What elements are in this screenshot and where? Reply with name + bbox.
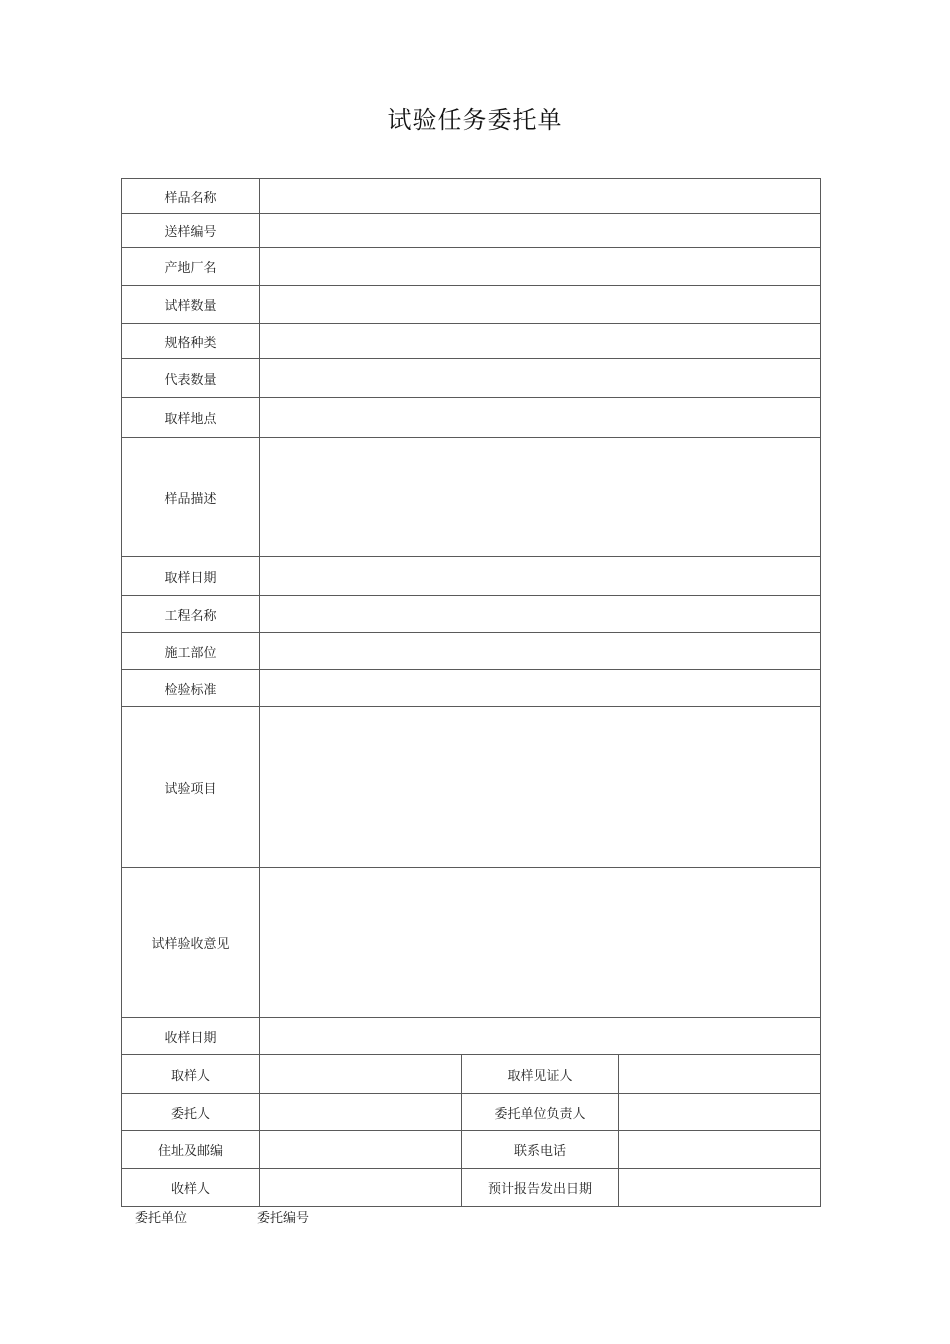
- input-sampler[interactable]: [260, 1055, 462, 1094]
- input-phone[interactable]: [619, 1131, 821, 1169]
- row-construction-part: [122, 633, 821, 670]
- label-test-items: 试验项目: [122, 707, 260, 868]
- label-inspection-standard: 检验标准: [122, 670, 260, 707]
- row-inspection-standard: [122, 670, 821, 707]
- label-address-postcode: 住址及邮编: [122, 1131, 260, 1169]
- label-receive-date: 收样日期: [122, 1018, 260, 1055]
- label-sampling-date: 取样日期: [122, 557, 260, 596]
- label-project-name: 工程名称: [122, 596, 260, 633]
- input-client-unit-manager[interactable]: [619, 1094, 821, 1131]
- label-sample-description: 样品描述: [122, 438, 260, 557]
- row-origin-factory: [122, 248, 821, 286]
- label-acceptance-opinion: 试样验收意见: [122, 868, 260, 1018]
- label-phone: 联系电话: [462, 1131, 619, 1169]
- row-sampling-location: [122, 398, 821, 438]
- input-sampling-location[interactable]: [260, 398, 821, 438]
- input-client-person[interactable]: [260, 1094, 462, 1131]
- label-sample-name: 样品名称: [122, 179, 260, 214]
- input-sample-quantity[interactable]: [260, 286, 821, 324]
- row-address: [122, 1131, 821, 1169]
- row-sample-name: [122, 179, 821, 214]
- label-receiver: 收样人: [122, 1169, 260, 1207]
- input-represent-quantity[interactable]: [260, 359, 821, 398]
- label-report-date: 预计报告发出日期: [462, 1169, 619, 1207]
- input-origin-factory[interactable]: [260, 248, 821, 286]
- row-sampling-date: [122, 557, 821, 596]
- row-spec-type: [122, 324, 821, 359]
- row-acceptance-opinion: [122, 868, 821, 1018]
- label-sampler: 取样人: [122, 1055, 260, 1094]
- input-inspection-standard[interactable]: [260, 670, 821, 707]
- label-spec-type: 规格种类: [122, 324, 260, 359]
- input-sample-description[interactable]: [260, 438, 821, 557]
- input-sample-name[interactable]: [260, 179, 821, 214]
- input-acceptance-opinion[interactable]: [260, 868, 821, 1018]
- label-client-person: 委托人: [122, 1094, 260, 1131]
- label-sample-no: 送样编号: [122, 214, 260, 248]
- row-receive-date: [122, 1018, 821, 1055]
- row-receiver: [122, 1169, 821, 1207]
- label-construction-part: 施工部位: [122, 633, 260, 670]
- label-origin-factory: 产地厂名: [122, 248, 260, 286]
- row-project-name: [122, 596, 821, 633]
- input-address-postcode[interactable]: [260, 1131, 462, 1169]
- footer-client-unit: 委托单位: [135, 1211, 188, 1226]
- input-sample-no[interactable]: [260, 214, 821, 248]
- row-client-person: [122, 1094, 821, 1131]
- row-test-items: [122, 707, 821, 868]
- input-project-name[interactable]: [260, 596, 821, 633]
- input-receive-date[interactable]: [260, 1018, 821, 1055]
- page-title: 试验任务委托单: [387, 106, 563, 134]
- row-sample-quantity: [122, 286, 821, 324]
- input-spec-type[interactable]: [260, 324, 821, 359]
- input-receiver[interactable]: [260, 1169, 462, 1207]
- row-represent-quantity: [122, 359, 821, 398]
- label-sample-quantity: 试样数量: [122, 286, 260, 324]
- input-sampling-witness[interactable]: [619, 1055, 821, 1094]
- label-sampling-location: 取样地点: [122, 398, 260, 438]
- input-report-date[interactable]: [619, 1169, 821, 1207]
- commission-form-table: [121, 178, 821, 1207]
- row-sampler: [122, 1055, 821, 1094]
- row-sample-no: [122, 214, 821, 248]
- input-construction-part[interactable]: [260, 633, 821, 670]
- footer-client-no: 委托编号: [257, 1211, 310, 1226]
- label-client-unit-manager: 委托单位负责人: [462, 1094, 619, 1131]
- input-test-items[interactable]: [260, 707, 821, 868]
- row-sample-description: [122, 438, 821, 557]
- label-sampling-witness: 取样见证人: [462, 1055, 619, 1094]
- input-sampling-date[interactable]: [260, 557, 821, 596]
- label-represent-quantity: 代表数量: [122, 359, 260, 398]
